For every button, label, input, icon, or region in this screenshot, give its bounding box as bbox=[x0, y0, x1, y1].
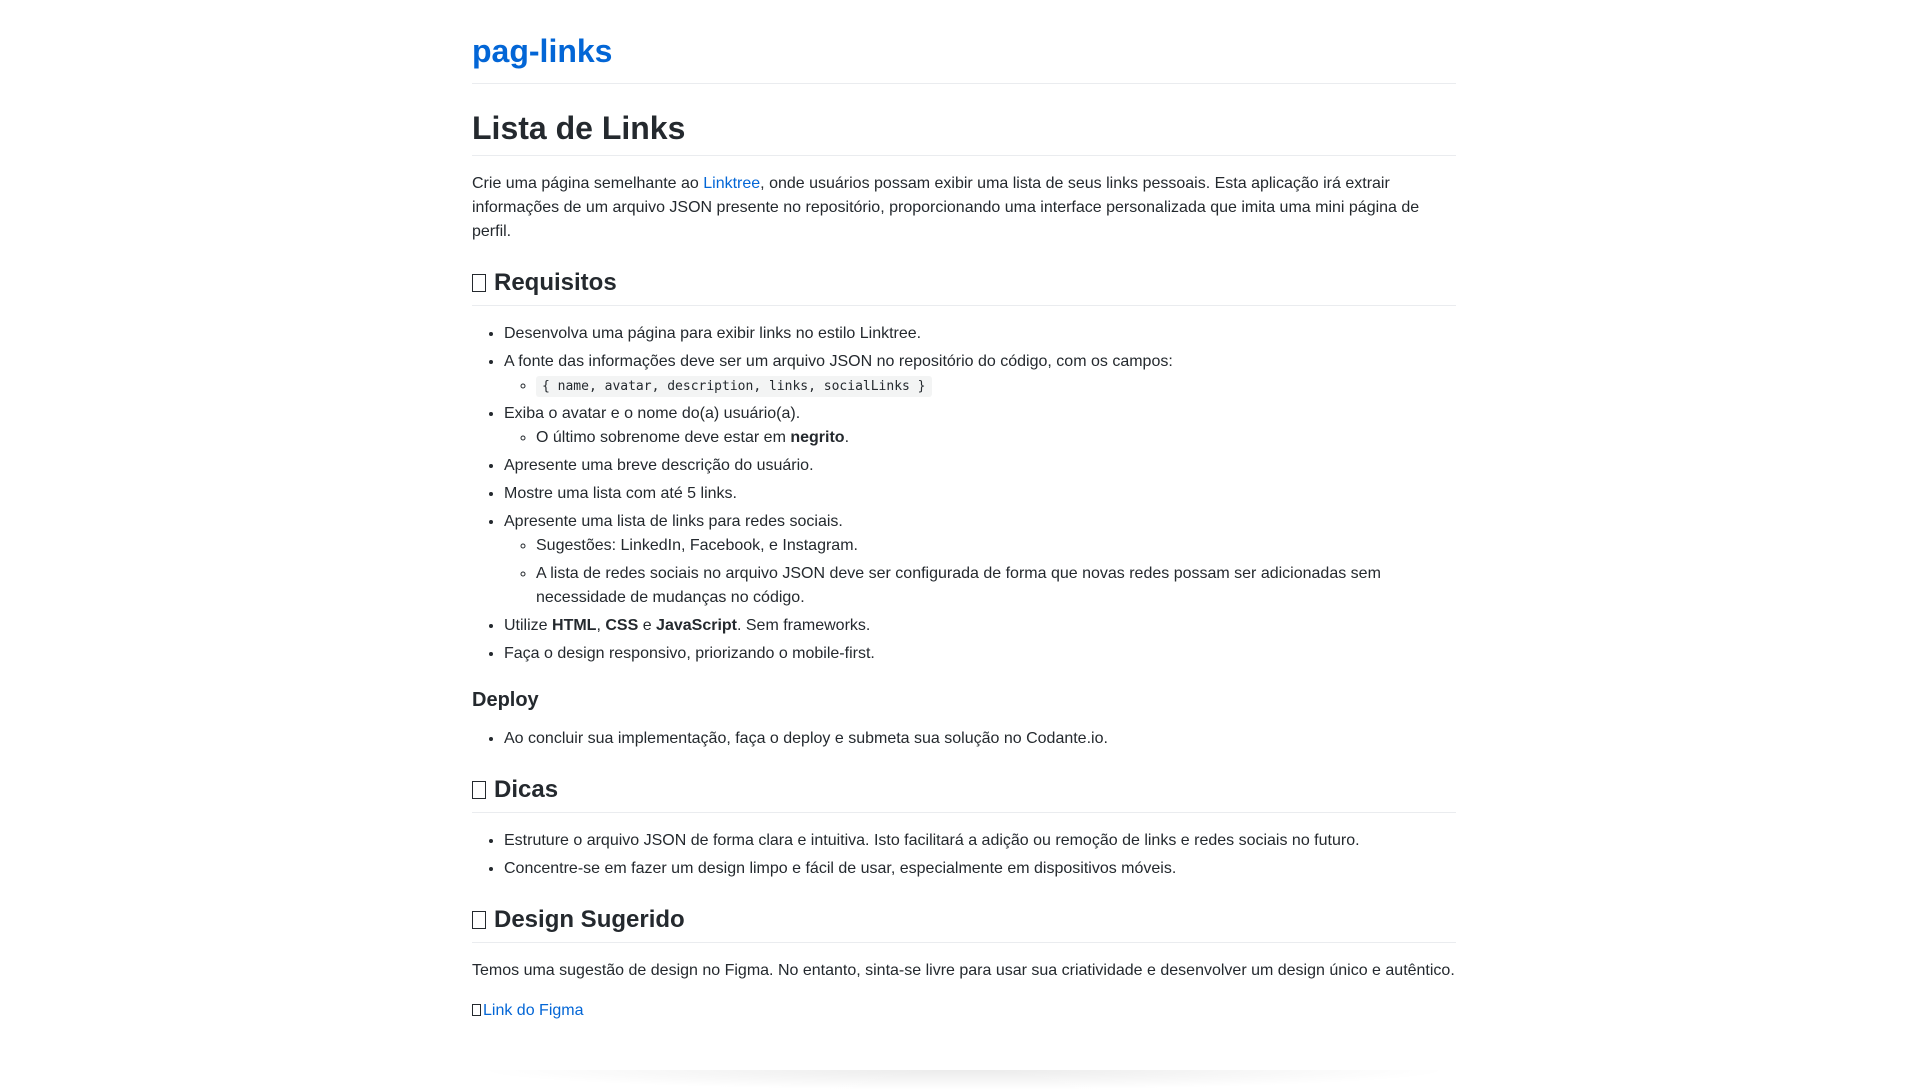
list-item: • Apresente uma breve descrição do usuário. bbox=[504, 454, 1456, 478]
site-header bbox=[472, 0, 1456, 84]
bold-text: JavaScript bbox=[656, 617, 737, 634]
missing-glyph-box-icon bbox=[472, 911, 486, 929]
dicas-list bbox=[472, 829, 1456, 881]
list-item-text: , bbox=[596, 617, 606, 634]
sub-list bbox=[504, 534, 1456, 610]
list-item: • Estruture o arquivo JSON de forma clara e intuitiva. Isto facilitará a adição ou remoção de links e redes sociais no futuro. bbox=[504, 829, 1456, 853]
intro-text-after: , onde usuários possam exibir uma lista de seus links pessoais. Esta aplicação irá extrair informações de um arquivo JSON presente no repositório, proporcionando uma interface personalizada que imita uma mini página de perfil. bbox=[472, 175, 1420, 240]
missing-glyph-box-icon bbox=[472, 1004, 481, 1016]
list-item bbox=[504, 510, 1456, 610]
list-item: • Mostre uma lista com até 5 links. bbox=[504, 482, 1456, 506]
design-paragraph: Temos uma sugestão de design no Figma. No entanto, sinta-se livre para usar sua criatividade e desenvolver um design único e autêntico. bbox=[472, 962, 1455, 979]
requisitos-heading bbox=[472, 268, 1456, 306]
list-item bbox=[536, 374, 1456, 398]
footer-shadow bbox=[472, 1070, 1456, 1090]
list-item: ◦ A lista de redes sociais no arquivo JSON deve ser configurada de forma que novas redes possam ser adicionadas sem necessidade de mudanças no código. bbox=[536, 562, 1456, 610]
bold-text: CSS bbox=[605, 617, 639, 634]
requisitos-list bbox=[472, 322, 1456, 666]
figma-link[interactable] bbox=[472, 1002, 584, 1019]
linktree-link[interactable]: Linktree bbox=[703, 175, 761, 192]
requisitos-heading-text: Requisitos bbox=[494, 269, 617, 296]
list-item: ◦ Sugestões: LinkedIn, Facebook, e Instagram. bbox=[536, 534, 1456, 558]
dicas-heading-text: Dicas bbox=[494, 776, 559, 803]
figma-link-text[interactable]: Link do Figma bbox=[483, 1002, 584, 1019]
bold-text: negrito bbox=[790, 429, 845, 446]
list-item bbox=[504, 614, 1456, 638]
intro-text-before: Crie uma página semelhante ao bbox=[472, 175, 704, 192]
site-title-link[interactable]: pag-links bbox=[472, 33, 613, 69]
list-item-text: O último sobrenome deve estar em bbox=[536, 429, 791, 446]
list-item-text: . Sem frameworks. bbox=[736, 617, 871, 634]
figma-link-paragraph bbox=[472, 999, 1456, 1023]
list-item-text: Exiba o avatar e o nome do(a) usuário(a). bbox=[504, 405, 801, 422]
missing-glyph-box-icon bbox=[472, 274, 486, 292]
list-item bbox=[536, 426, 1456, 450]
dicas-heading bbox=[472, 775, 1456, 813]
deploy-heading: Deploy bbox=[472, 689, 539, 711]
list-item-text: Apresente uma lista de links para redes sociais. bbox=[504, 513, 843, 530]
list-item-text: Utilize bbox=[504, 617, 553, 634]
list-item bbox=[504, 402, 1456, 450]
design-heading-text: Design Sugerido bbox=[494, 906, 685, 933]
list-item-text: e bbox=[638, 617, 657, 634]
page-title: Lista de Links bbox=[472, 108, 1456, 156]
json-fields-code: { name, avatar, description, links, socialLinks } bbox=[536, 376, 932, 397]
list-item-text: . bbox=[844, 429, 850, 446]
bold-text: HTML bbox=[552, 617, 597, 634]
sub-list bbox=[504, 426, 1456, 450]
main-content bbox=[472, 108, 1456, 1023]
design-heading bbox=[472, 905, 1456, 943]
sub-list bbox=[504, 374, 1456, 398]
list-item-text: A fonte das informações deve ser um arquivo JSON no repositório do código, com os campos: bbox=[504, 353, 1173, 370]
list-item: • Faça o design responsivo, priorizando o mobile-first. bbox=[504, 642, 1456, 666]
intro-paragraph bbox=[472, 172, 1456, 244]
missing-glyph-box-icon bbox=[472, 781, 486, 799]
page-wrapper bbox=[472, 0, 1456, 1039]
list-item bbox=[504, 350, 1456, 398]
list-item: • Concentre-se em fazer um design limpo e fácil de usar, especialmente em dispositivos móveis. bbox=[504, 857, 1456, 881]
list-item: • Desenvolva uma página para exibir links no estilo Linktree. bbox=[504, 322, 1456, 346]
list-item: • Ao concluir sua implementação, faça o deploy e submeta sua solução no Codante.io. bbox=[504, 727, 1456, 751]
deploy-list bbox=[472, 727, 1456, 751]
